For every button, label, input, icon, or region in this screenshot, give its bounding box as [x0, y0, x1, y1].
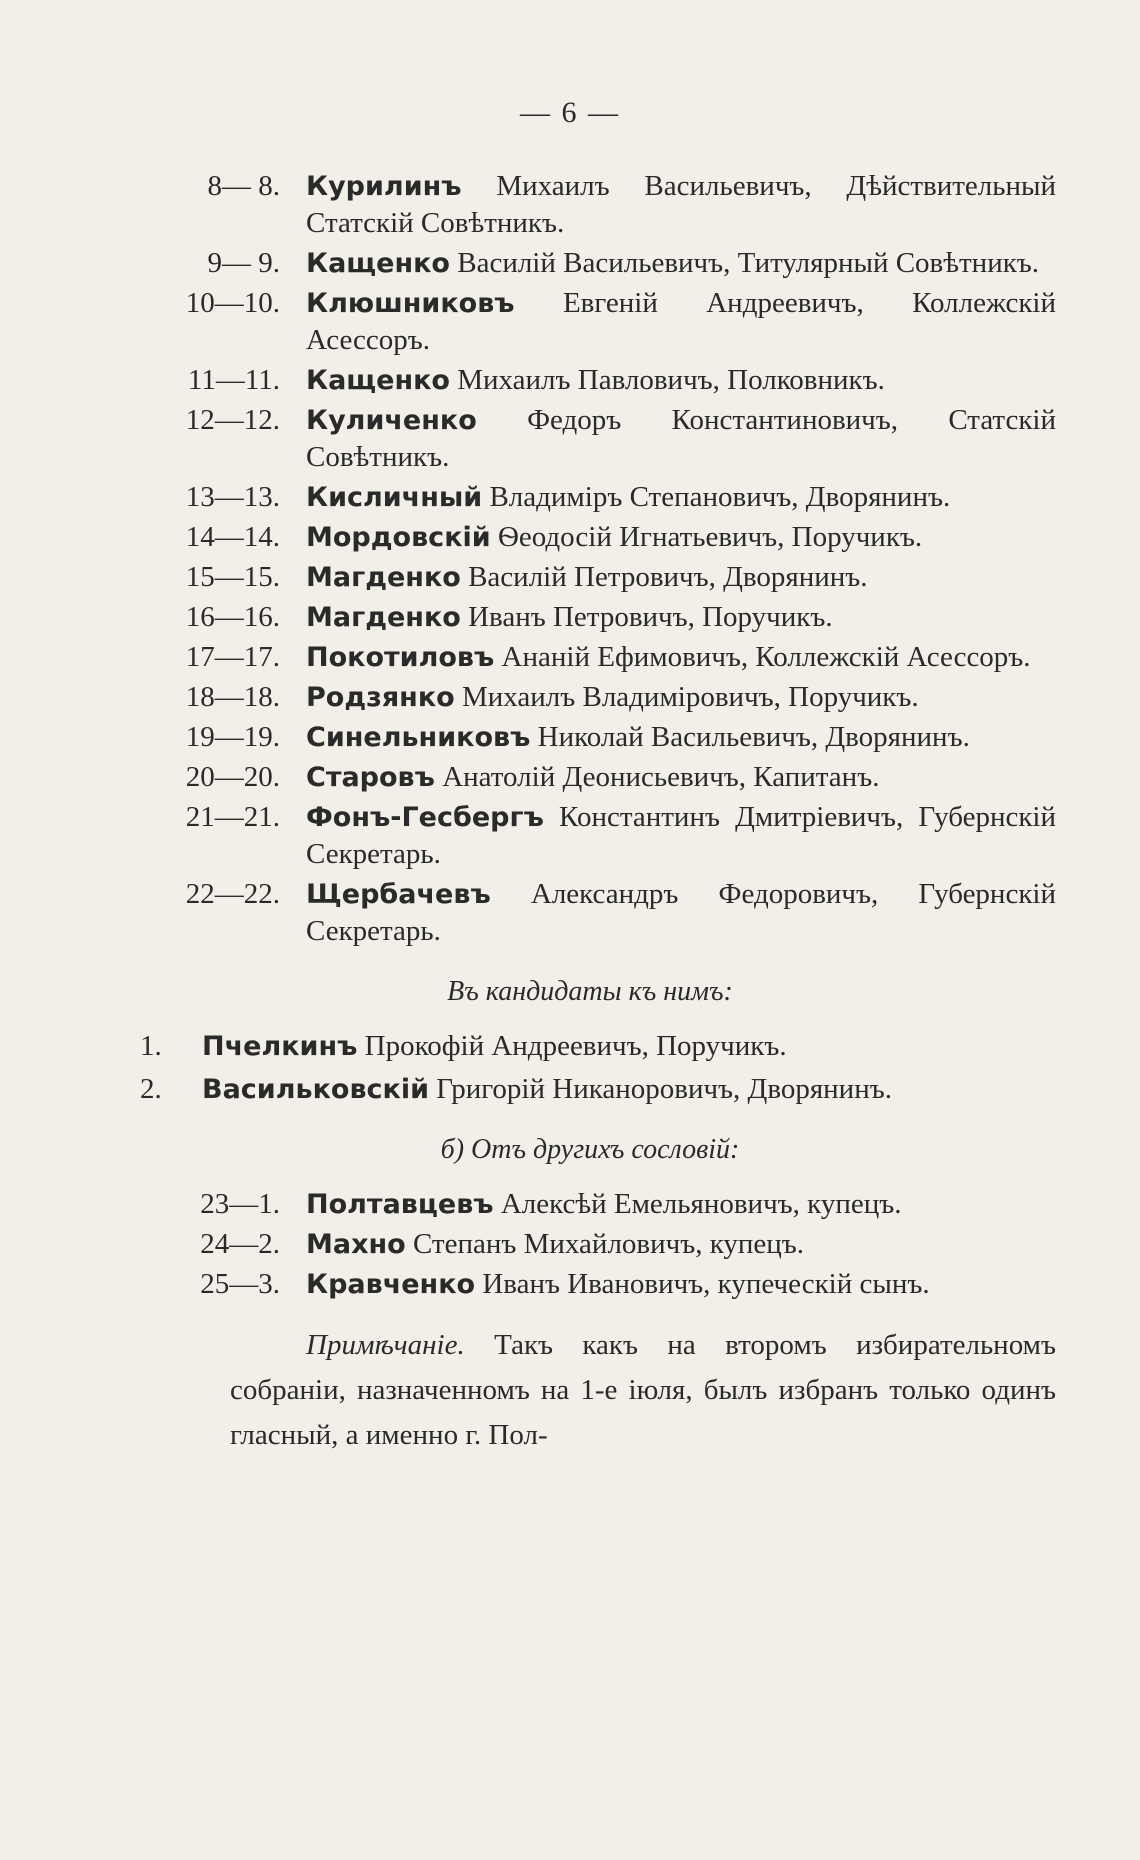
- entry-text: [306, 876, 1056, 950]
- list-item: [0, 245, 1140, 282]
- list-item: [0, 1028, 1140, 1065]
- entry-surname: Мордовскій: [306, 522, 491, 553]
- entry-number: 18—18.: [185, 681, 280, 713]
- list-item: [0, 639, 1140, 676]
- entry-details: Михаилъ Васильевичъ, Дѣйствительный Статскій Совѣтникъ.: [306, 170, 1057, 239]
- entry-details: Михаилъ Владиміровичъ, Поручикъ.: [461, 681, 919, 713]
- entry-details: Василій Васильевичъ, Титулярный Совѣтникъ.: [457, 247, 1040, 279]
- entries-list: [0, 168, 1140, 1458]
- entry-surname: Куличенко: [306, 405, 477, 436]
- entry-number: 12—12.: [185, 404, 280, 436]
- list-item: [0, 719, 1140, 756]
- entry-text: [202, 1071, 1052, 1108]
- entry-text: [306, 639, 1056, 676]
- entry-number: 19—19.: [185, 721, 280, 753]
- entry-number: 13—13.: [185, 481, 280, 513]
- entry-surname: Махно: [306, 1229, 406, 1260]
- list-item: [0, 799, 1140, 873]
- entry-text: [306, 1186, 1056, 1223]
- entry-number: 20—20.: [185, 761, 280, 793]
- entry-number: 8— 8.: [207, 170, 280, 202]
- list-item: [0, 168, 1140, 242]
- entry-surname: Кащенко: [306, 365, 450, 396]
- note-label: Примѣчаніе.: [306, 1329, 465, 1361]
- entry-text: [306, 362, 1056, 399]
- entry-number: 23—1.: [200, 1188, 280, 1220]
- entry-surname: Полтавцевъ: [306, 1189, 494, 1220]
- entry-number: 15—15.: [185, 561, 280, 593]
- entry-details: Владиміръ Степановичъ, Дворянинъ.: [489, 481, 951, 513]
- entry-details: Михаилъ Павловичъ, Полковникъ.: [457, 364, 885, 396]
- entry-number: 25—3.: [200, 1268, 280, 1300]
- entry-surname: Щербачевъ: [306, 879, 491, 910]
- entry-text: [202, 1028, 1052, 1065]
- entry-text: [306, 759, 1056, 796]
- entry-surname: Родзянко: [306, 682, 455, 713]
- entry-details: Евгеній Андреевичъ, Коллежскій Асессоръ.: [306, 287, 1056, 356]
- entry-details: Николай Васильевичъ, Дворянинъ.: [537, 721, 970, 753]
- note-text: Такъ какъ на второмъ избирательномъ собраніи, назначенномъ на 1-е іюля, былъ избранъ только одинъ гласный, а именно г. Пол-: [230, 1329, 1056, 1451]
- entry-surname: Старовъ: [306, 762, 435, 793]
- entry-surname: Кравченко: [306, 1269, 476, 1300]
- entry-details: Ананій Ефимовичъ, Коллежскій Асессоръ.: [501, 641, 1031, 673]
- entry-surname: Курилинъ: [306, 171, 462, 202]
- list-item: [0, 876, 1140, 950]
- entry-surname: Фонъ-Гесбергъ: [306, 802, 544, 833]
- entry-details: Григорій Никаноровичъ, Дворянинъ.: [436, 1073, 892, 1105]
- entry-text: [306, 1226, 1056, 1263]
- entry-number: 11—11.: [187, 364, 280, 396]
- list-item: [0, 1186, 1140, 1223]
- entry-surname: Васильковскій: [202, 1074, 430, 1105]
- entry-details: Прокофій Андреевичъ, Поручикъ.: [364, 1030, 787, 1062]
- entry-number: 9— 9.: [207, 247, 280, 279]
- candidates-heading: Въ кандидаты къ нимъ:: [447, 976, 733, 1007]
- entry-surname: Магденко: [306, 602, 461, 633]
- other-estates-heading: б) Отъ другихъ сословій:: [440, 1134, 740, 1165]
- entry-text: [306, 679, 1056, 716]
- entry-number: 21—21.: [185, 801, 280, 833]
- entry-surname: Синельниковъ: [306, 722, 531, 753]
- entry-text: [306, 1266, 1056, 1303]
- entry-text: [306, 168, 1056, 242]
- entry-details: Степанъ Михайловичъ, купецъ.: [412, 1228, 805, 1260]
- list-item: [0, 599, 1140, 636]
- entry-number: 2.: [140, 1073, 162, 1105]
- entry-surname: Кисличный: [306, 482, 483, 513]
- entry-text: [306, 559, 1056, 596]
- entry-text: [306, 245, 1056, 282]
- list-item: [0, 479, 1140, 516]
- entry-details: Иванъ Петровичъ, Поручикъ.: [468, 601, 833, 633]
- entry-details: Алексѣй Емельяновичъ, купецъ.: [500, 1188, 902, 1220]
- note-paragraph: [230, 1323, 1056, 1458]
- entry-text: [306, 599, 1056, 636]
- list-item: [0, 1266, 1140, 1303]
- entry-details: Федоръ Константиновичъ, Статскій Совѣтникъ.: [306, 404, 1057, 473]
- entry-number: 17—17.: [185, 641, 280, 673]
- entry-number: 14—14.: [185, 521, 280, 553]
- entry-number: 22—22.: [185, 878, 280, 910]
- entry-details: Ѳеодосій Игнатьевичъ, Поручикъ.: [497, 521, 923, 553]
- list-item: [0, 1071, 1140, 1108]
- entry-text: [306, 479, 1056, 516]
- list-item: [0, 759, 1140, 796]
- entry-details: Василій Петровичъ, Дворянинъ.: [468, 561, 868, 593]
- list-item: [0, 679, 1140, 716]
- entry-surname: Покотиловъ: [306, 642, 495, 673]
- entry-details: Александръ Федоровичъ, Губернскій Секретарь.: [306, 878, 1056, 947]
- list-item: [0, 402, 1140, 476]
- entry-surname: Клюшниковъ: [306, 288, 515, 319]
- list-item: [0, 362, 1140, 399]
- entry-surname: Пчелкинъ: [202, 1031, 358, 1062]
- list-item: [0, 519, 1140, 556]
- entry-number: 24—2.: [200, 1228, 280, 1260]
- list-item: [0, 559, 1140, 596]
- entry-text: [306, 799, 1056, 873]
- entry-number: 1.: [140, 1030, 162, 1062]
- list-item: [0, 285, 1140, 359]
- entry-number: 16—16.: [185, 601, 280, 633]
- entry-surname: Кащенко: [306, 248, 450, 279]
- entry-details: Анатолій Деонисьевичъ, Капитанъ.: [442, 761, 880, 793]
- page-number: — 6 —: [520, 96, 620, 129]
- list-item: [0, 1226, 1140, 1263]
- entry-details: Константинъ Дмитріевичъ, Губернскій Секретарь.: [306, 801, 1056, 870]
- entry-text: [306, 285, 1056, 359]
- entry-text: [306, 719, 1056, 756]
- entry-text: [306, 402, 1056, 476]
- entry-text: [306, 519, 1056, 556]
- entry-surname: Магденко: [306, 562, 461, 593]
- entry-number: 10—10.: [185, 287, 280, 319]
- entry-details: Иванъ Ивановичъ, купеческій сынъ.: [482, 1268, 930, 1300]
